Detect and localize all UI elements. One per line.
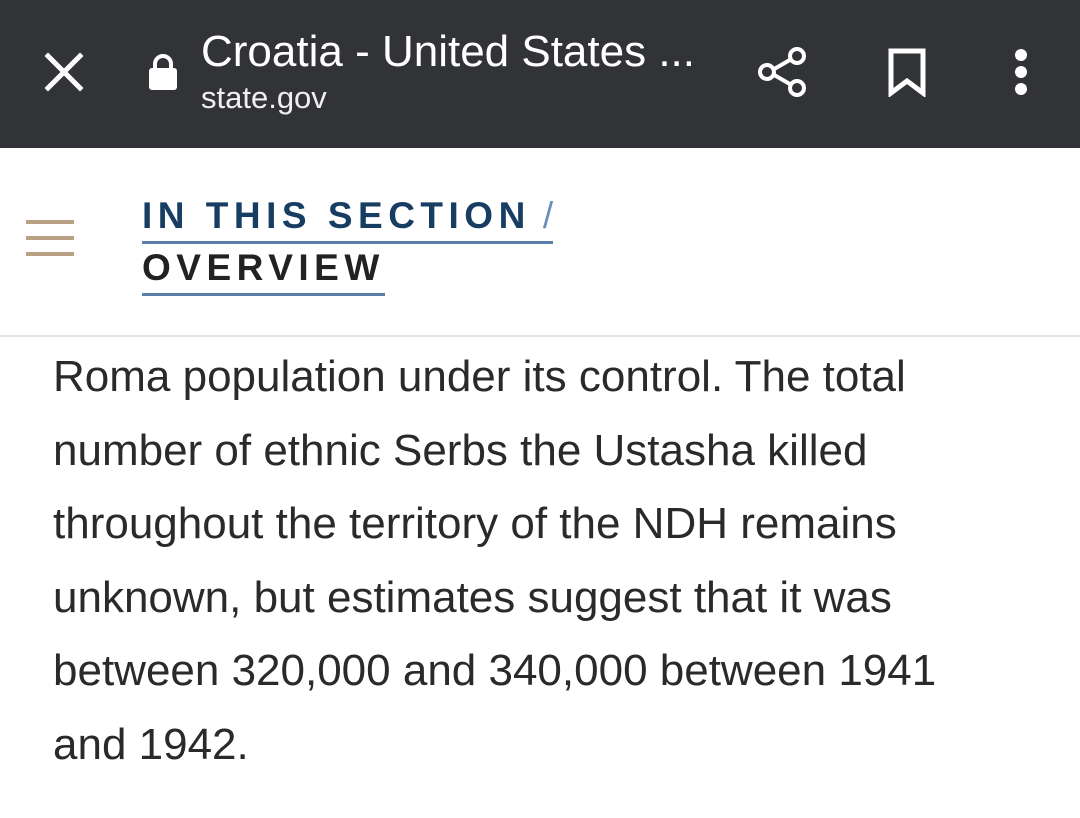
page-url: state.gov <box>201 80 327 115</box>
close-button[interactable] <box>28 42 100 102</box>
bookmark-button[interactable] <box>876 40 938 104</box>
share-button[interactable] <box>750 40 814 104</box>
breadcrumb-separator: / <box>542 195 554 236</box>
article-body-text: Roma population under its control. The total number of ethnic Serbs the Ustasha killed throughout the territory of the NDH remains unknown, but estimates suggest that it was between 320,000 and 340,000 between 1941 and 1942. <box>53 352 937 769</box>
breadcrumb <box>142 192 622 296</box>
more-vert-icon <box>1013 48 1029 96</box>
breadcrumb-link-in-this-section[interactable] <box>142 192 553 244</box>
hamburger-menu-icon[interactable] <box>22 216 78 260</box>
more-options-button[interactable] <box>996 40 1046 104</box>
custom-tab-toolbar <box>0 0 1080 148</box>
breadcrumb-current-overview[interactable]: OVERVIEW <box>142 244 385 296</box>
page-title: Croatia - United States ... <box>201 27 695 76</box>
close-icon <box>44 52 84 92</box>
page-info[interactable] <box>201 26 721 118</box>
share-icon <box>755 45 809 99</box>
section-navigation <box>0 148 1080 337</box>
bookmark-icon <box>887 47 927 97</box>
lock-icon <box>146 52 180 92</box>
breadcrumb-primary-label: IN THIS SECTION <box>142 195 531 236</box>
